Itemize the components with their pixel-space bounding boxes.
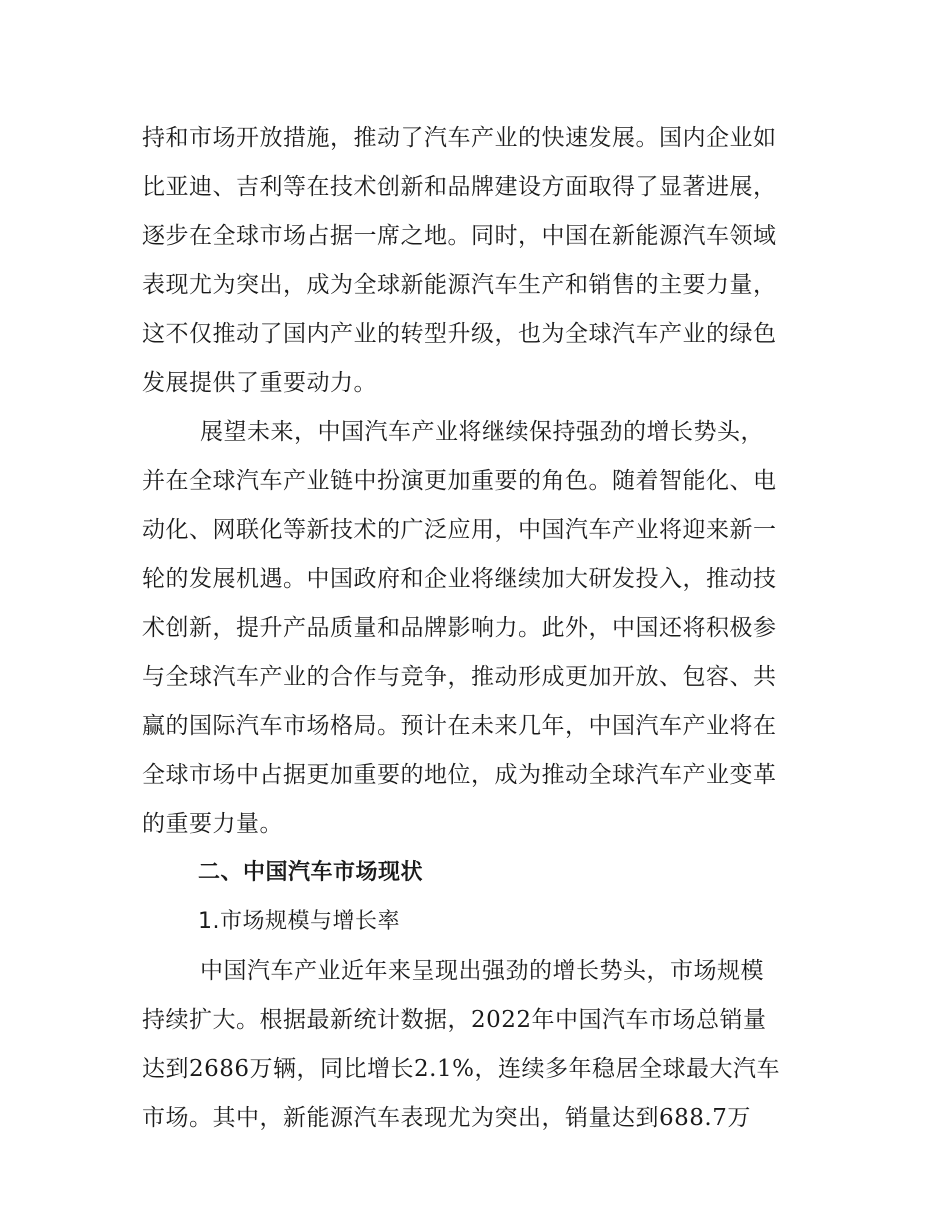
paragraph-1-line: 这不仅推动了国内产业的转型升级，也为全球汽车产业的绿色 xyxy=(142,321,777,347)
paragraph-3-line: 市场。其中，新能源汽车表现尤为突出，销量达到688.7万 xyxy=(142,1105,751,1131)
paragraph-1-line: 逐步在全球市场占据一席之地。同时，中国在新能源汽车领域 xyxy=(142,223,777,249)
paragraph-3-line: 中国汽车产业近年来呈现出强劲的增长势头，市场规模 xyxy=(200,958,764,984)
paragraph-1-line: 表现尤为突出，成为全球新能源汽车生产和销售的主要力量， xyxy=(142,272,777,298)
paragraph-3-line: 持续扩大。根据最新统计数据，2022年中国汽车市场总销量 xyxy=(142,1007,767,1033)
subsection-heading: 1.市场规模与增长率 xyxy=(198,909,400,934)
paragraph-2-line: 术创新，提升产品质量和品牌影响力。此外，中国还将积极参 xyxy=(142,615,777,641)
paragraph-2-line: 的重要力量。 xyxy=(142,811,283,837)
section-heading: 二、中国汽车市场现状 xyxy=(198,860,424,885)
paragraph-2-line: 与全球汽车产业的合作与竞争，推动形成更加开放、包容、共 xyxy=(142,664,777,690)
paragraph-2-line: 并在全球汽车产业链中扮演更加重要的角色。随着智能化、电 xyxy=(142,468,777,494)
paragraph-2-line: 展望未来，中国汽车产业将继续保持强劲的增长势头， xyxy=(200,419,764,445)
paragraph-2-line: 赢的国际汽车市场格局。预计在未来几年，中国汽车产业将在 xyxy=(142,713,777,739)
paragraph-3-line: 达到2686万辆，同比增长2.1%，连续多年稳居全球最大汽车 xyxy=(142,1056,780,1082)
paragraph-1-line: 比亚迪、吉利等在技术创新和品牌建设方面取得了显著进展， xyxy=(142,174,777,200)
paragraph-2-line: 全球市场中占据更加重要的地位，成为推动全球汽车产业变革 xyxy=(142,762,777,788)
paragraph-2-line: 动化、网联化等新技术的广泛应用，中国汽车产业将迎来新一 xyxy=(142,517,777,543)
paragraph-2-line: 轮的发展机遇。中国政府和企业将继续加大研发投入，推动技 xyxy=(142,566,777,592)
paragraph-1-line: 发展提供了重要动力。 xyxy=(142,370,377,396)
paragraph-1-line: 持和市场开放措施，推动了汽车产业的快速发展。国内企业如 xyxy=(142,125,777,151)
